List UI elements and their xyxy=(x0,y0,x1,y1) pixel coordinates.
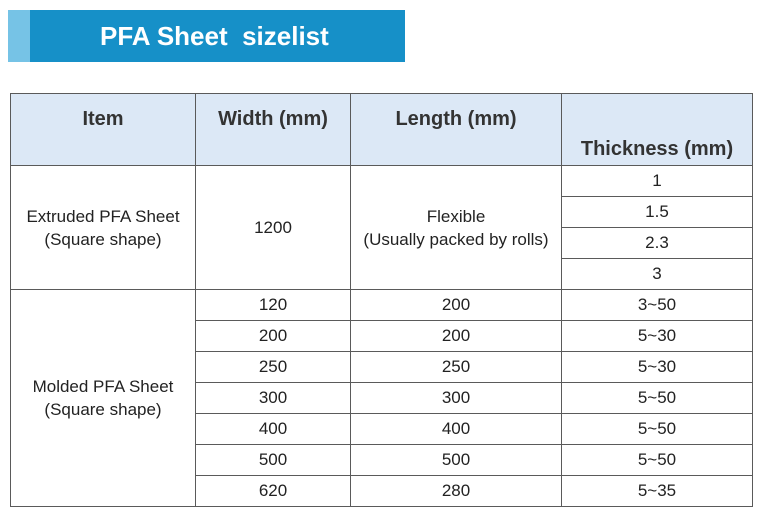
extruded-length-cell xyxy=(351,166,562,290)
sizelist-table xyxy=(10,93,753,507)
extruded-width-cell: 1200 xyxy=(196,166,351,290)
molded-thickness-cell: 5~50 xyxy=(562,383,753,414)
molded-item-cell xyxy=(11,290,196,507)
extruded-thickness-cell: 2.3 xyxy=(562,228,753,259)
molded-width-cell: 500 xyxy=(196,445,351,476)
molded-width-cell: 300 xyxy=(196,383,351,414)
extruded-thickness-cell: 3 xyxy=(562,259,753,290)
molded-thickness-cell: 5~30 xyxy=(562,352,753,383)
banner-accent xyxy=(8,10,30,62)
molded-thickness-cell: 5~50 xyxy=(562,414,753,445)
header-item: Item xyxy=(11,94,196,166)
molded-length-cell: 300 xyxy=(351,383,562,414)
molded-length-cell: 200 xyxy=(351,321,562,352)
extruded-length-note: (Usually packed by rolls) xyxy=(363,229,549,249)
molded-length-cell: 200 xyxy=(351,290,562,321)
molded-width-cell: 120 xyxy=(196,290,351,321)
molded-thickness-cell: 5~30 xyxy=(562,321,753,352)
molded-length-cell: 280 xyxy=(351,476,562,507)
header-length: Length (mm) xyxy=(351,94,562,166)
extruded-thickness-cell: 1.5 xyxy=(562,197,753,228)
table-row xyxy=(11,290,753,321)
molded-thickness-cell: 5~35 xyxy=(562,476,753,507)
title-banner xyxy=(8,10,405,62)
molded-thickness-cell: 5~50 xyxy=(562,445,753,476)
molded-width-cell: 400 xyxy=(196,414,351,445)
table-row xyxy=(11,166,753,197)
extruded-thickness-cell: 1 xyxy=(562,166,753,197)
extruded-item-name: Extruded PFA Sheet xyxy=(26,206,180,226)
molded-width-cell: 200 xyxy=(196,321,351,352)
molded-thickness-cell: 3~50 xyxy=(562,290,753,321)
extruded-item-shape: (Square shape) xyxy=(44,229,162,249)
molded-length-cell: 250 xyxy=(351,352,562,383)
molded-item-name: Molded PFA Sheet xyxy=(32,377,174,396)
molded-length-cell: 500 xyxy=(351,445,562,476)
page-title: PFA Sheet sizelist xyxy=(100,21,329,51)
header-thickness: Thickness (mm) xyxy=(562,94,753,166)
extruded-length-value: Flexible xyxy=(426,206,486,226)
extruded-item-cell xyxy=(11,166,196,290)
header-width: Width (mm) xyxy=(196,94,351,166)
molded-length-cell: 400 xyxy=(351,414,562,445)
molded-width-cell: 620 xyxy=(196,476,351,507)
header-row xyxy=(11,94,753,166)
molded-item-shape: (Square shape) xyxy=(44,400,162,419)
molded-width-cell: 250 xyxy=(196,352,351,383)
